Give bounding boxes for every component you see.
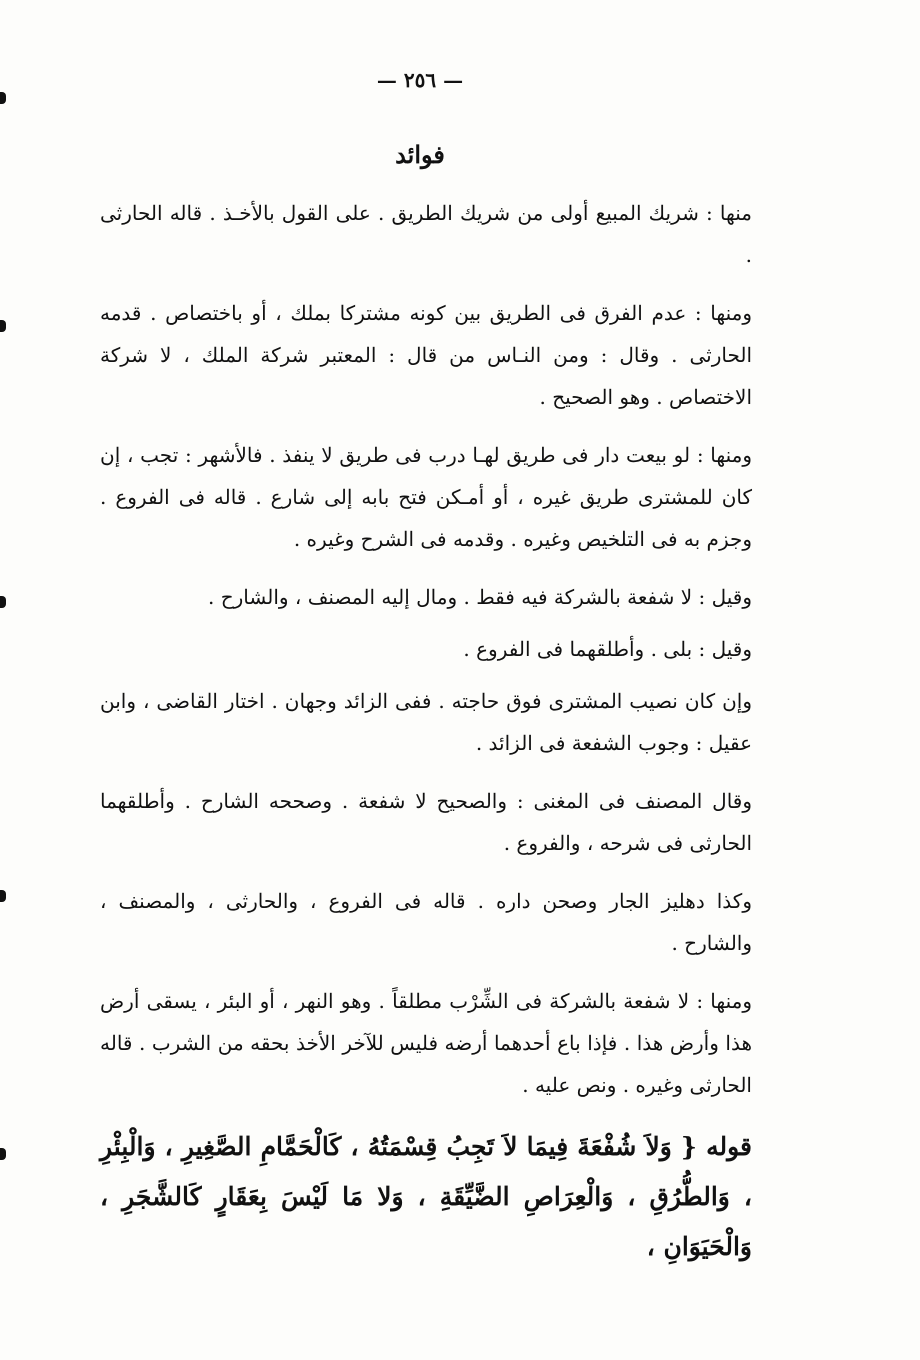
quoted-text: قوله { وَلاَ شُفْعَةَ فِيمَا لاَ تَجِبُ قِسْمَتُهُ ، كَالْحَمَّامِ الصَّغِيرِ ، وَالْبِئْرِ ، وَالطُّرُقِ ، وَالْعِرَاصِ الضَّيِّقَةِ ، وَلا مَا لَيْسَ بِعَقَارٍ كَالشَّجَرِ ، وَالْحَيَوَانِ ، xyxy=(100,1132,752,1261)
paragraph: ومنها : لو بيعت دار فى طريق لهـا درب فى طريق لا ينفذ . فالأشهر : تجب ، إن كان للمشترى طريق غيره ، أو أمـكن فتح بابه إلى شارع . قاله فى الفروع . وجزم به فى التلخيص وغيره . وقدمه فى الشرح وغيره . xyxy=(100,443,752,551)
page-number: — ٢٥٦ — xyxy=(376,68,464,92)
page-edge-mark xyxy=(0,320,6,332)
body-text xyxy=(100,192,752,1288)
page-edge-mark xyxy=(0,890,6,902)
page-edge-mark xyxy=(0,1148,6,1160)
section-heading: فوائد xyxy=(395,140,445,169)
page-edge-mark xyxy=(0,596,6,608)
paragraph: وقيل : بلى . وأطلقهما فى الفروع . xyxy=(463,637,752,661)
paragraph: وقيل : لا شفعة بالشركة فيه فقط . ومال إليه المصنف ، والشارح . xyxy=(208,585,752,609)
paragraph: ومنها : لا شفعة بالشركة فى الشِّرْب مطلقاً . وهو النهر ، أو البئر ، يسقى أرض هذا وأرض هذا . فإذا باع أحدهما أرضه فليس للآخر الأخذ بحقه من الشرب . قاله الحارثى وغيره . ونص عليه . xyxy=(100,989,752,1097)
page-edge-mark xyxy=(0,92,6,104)
paragraph: وقال المصنف فى المغنى : والصحيح لا شفعة . وصححه الشارح . وأطلقهما الحارثى فى شرحه ، والفروع . xyxy=(100,789,752,855)
paragraph: منها : شريك المبيع أولى من شريك الطريق . على القول بالأخـذ . قاله الحارثى . xyxy=(100,201,752,267)
paragraph: وكذا دهليز الجار وصحن داره . قاله فى الفروع ، والحارثى ، والمصنف ، والشارح . xyxy=(100,889,752,955)
paragraph: ومنها : عدم الفرق فى الطريق بين كونه مشتركا بملك ، أو باختصاص . قدمه الحارثى . وقال : ومن النـاس من قال : المعتبر شركة الملك ، لا شركة الاختصاص . وهو الصحيح . xyxy=(100,301,752,409)
paragraph: وإن كان نصيب المشترى فوق حاجته . ففى الزائد وجهان . اختار القاضى ، وابن عقيل : وجوب الشفعة فى الزائد . xyxy=(100,689,752,755)
